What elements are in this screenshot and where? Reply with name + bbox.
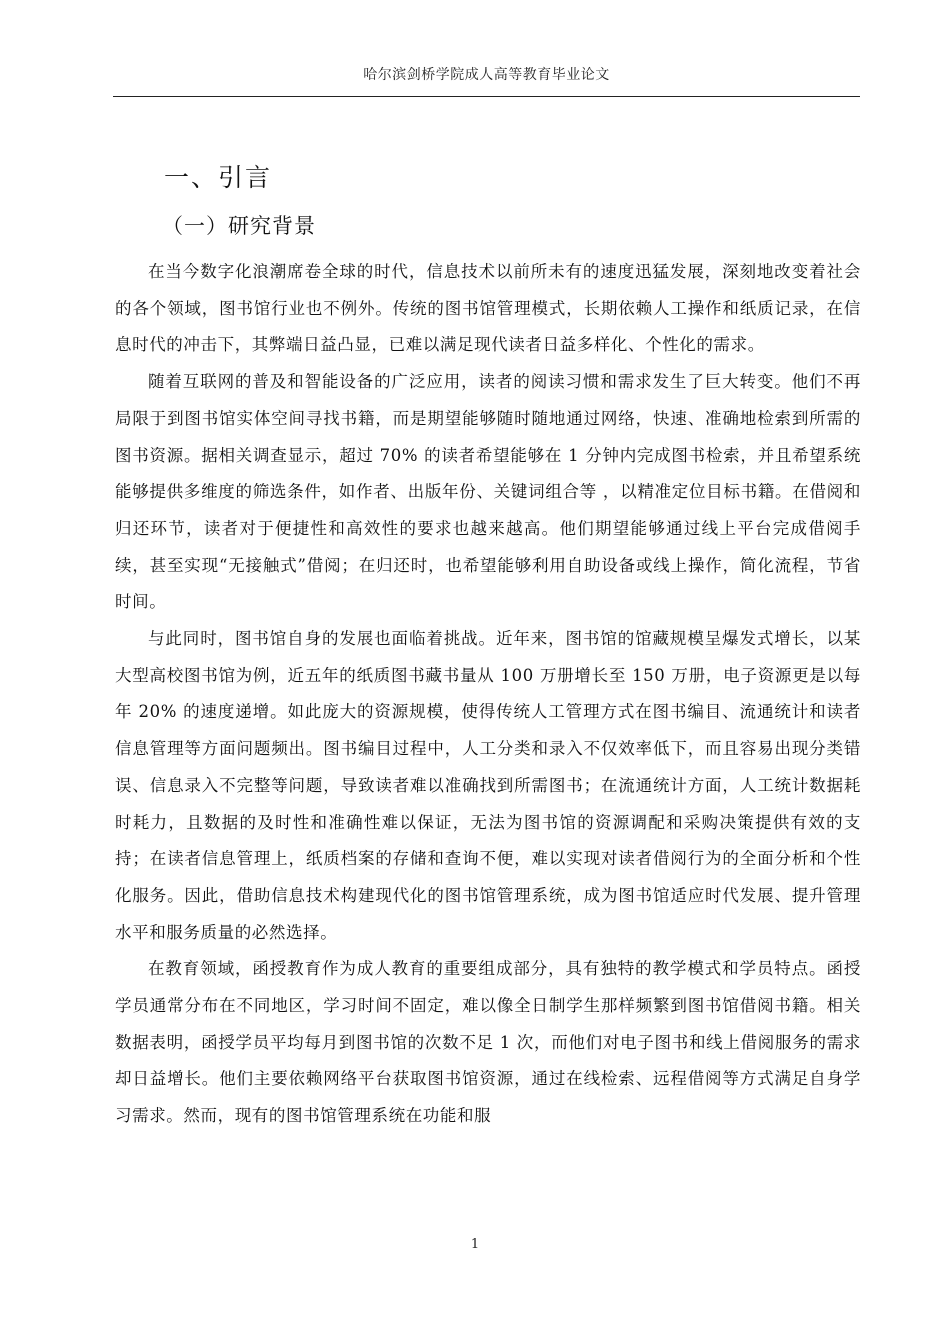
- page-number: 1: [470, 1237, 480, 1252]
- paragraph-4: 在教育领域，函授教育作为成人教育的重要组成部分，具有独特的教学模式和学员特点。函授学员通常分布在不同地区，学习时间不固定，难以像全日制学生那样频繁到图书馆借阅书籍。相关数据表明，函授学员平均每月到图书馆的次数不足 1 次，而他们对电子图书和线上借阅服务的需求却日益增长。他们主要依赖网络平台获取图书馆资源，通过在线检索、远程借阅等方式满足自身学习需求。然而，现有的图书馆管理系统在功能和服: [115, 959, 861, 1126]
- section-heading: 一、引言: [164, 163, 273, 192]
- header-divider: [113, 96, 860, 97]
- paragraph-3: 与此同时，图书馆自身的发展也面临着挑战。近年来，图书馆的馆藏规模呈爆发式增长，以某大型高校图书馆为例，近五年的纸质图书藏书量从 100 万册增长至 150 万册，电子资源更是以每年 20% 的速度递增。如此庞大的资源规模，使得传统人工管理方式在图书编目、流通统计和读者信息管理等方面问题频出。图书编目过程中，人工分类和录入不仅效率低下，而且容易出现分类错误、信息录入不完整等问题，导致读者难以准确找到所需图书；在流通统计方面，人工统计数据耗时耗力，且数据的及时性和准确性难以保证，无法为图书馆的资源调配和采购决策提供有效的支持；在读者信息管理上，纸质档案的存储和查询不便，难以实现对读者借阅行为的全面分析和个性化服务。因此，借助信息技术构建现代化的图书馆管理系统，成为图书馆适应时代发展、提升管理水平和服务质量的必然选择。: [115, 629, 861, 942]
- subsection-heading: （一）研究背景: [162, 214, 316, 238]
- paragraph-1: 在当今数字化浪潮席卷全球的时代，信息技术以前所未有的速度迅猛发展，深刻地改变着社会的各个领域，图书馆行业也不例外。传统的图书馆管理模式，长期依赖人工操作和纸质记录，在信息时代的冲击下，其弊端日益凸显，已难以满足现代读者日益多样化、个性化的需求。: [115, 262, 861, 355]
- paragraph-2: 随着互联网的普及和智能设备的广泛应用，读者的阅读习惯和需求发生了巨大转变。他们不再局限于到图书馆实体空间寻找书籍，而是期望能够随时随地通过网络，快速、准确地检索到所需的图书资源。据相关调查显示，超过 70% 的读者希望能够在 1 分钟内完成图书检索，并且希望系统能够提供多维度的筛选条件，如作者、出版年份、关键词组合等 ，以精准定位目标书籍。在借阅和归还环节，读者对于便捷性和高效性的要求也越来越高。他们期望能够通过线上平台完成借阅手续，甚至实现“无接触式”借阅；在归还时，也希望能够利用自助设备或线上操作，简化流程，节省时间。: [115, 372, 861, 612]
- running-header: 哈尔滨剑桥学院成人高等教育毕业论文: [363, 67, 610, 83]
- body-text: [115, 254, 861, 1135]
